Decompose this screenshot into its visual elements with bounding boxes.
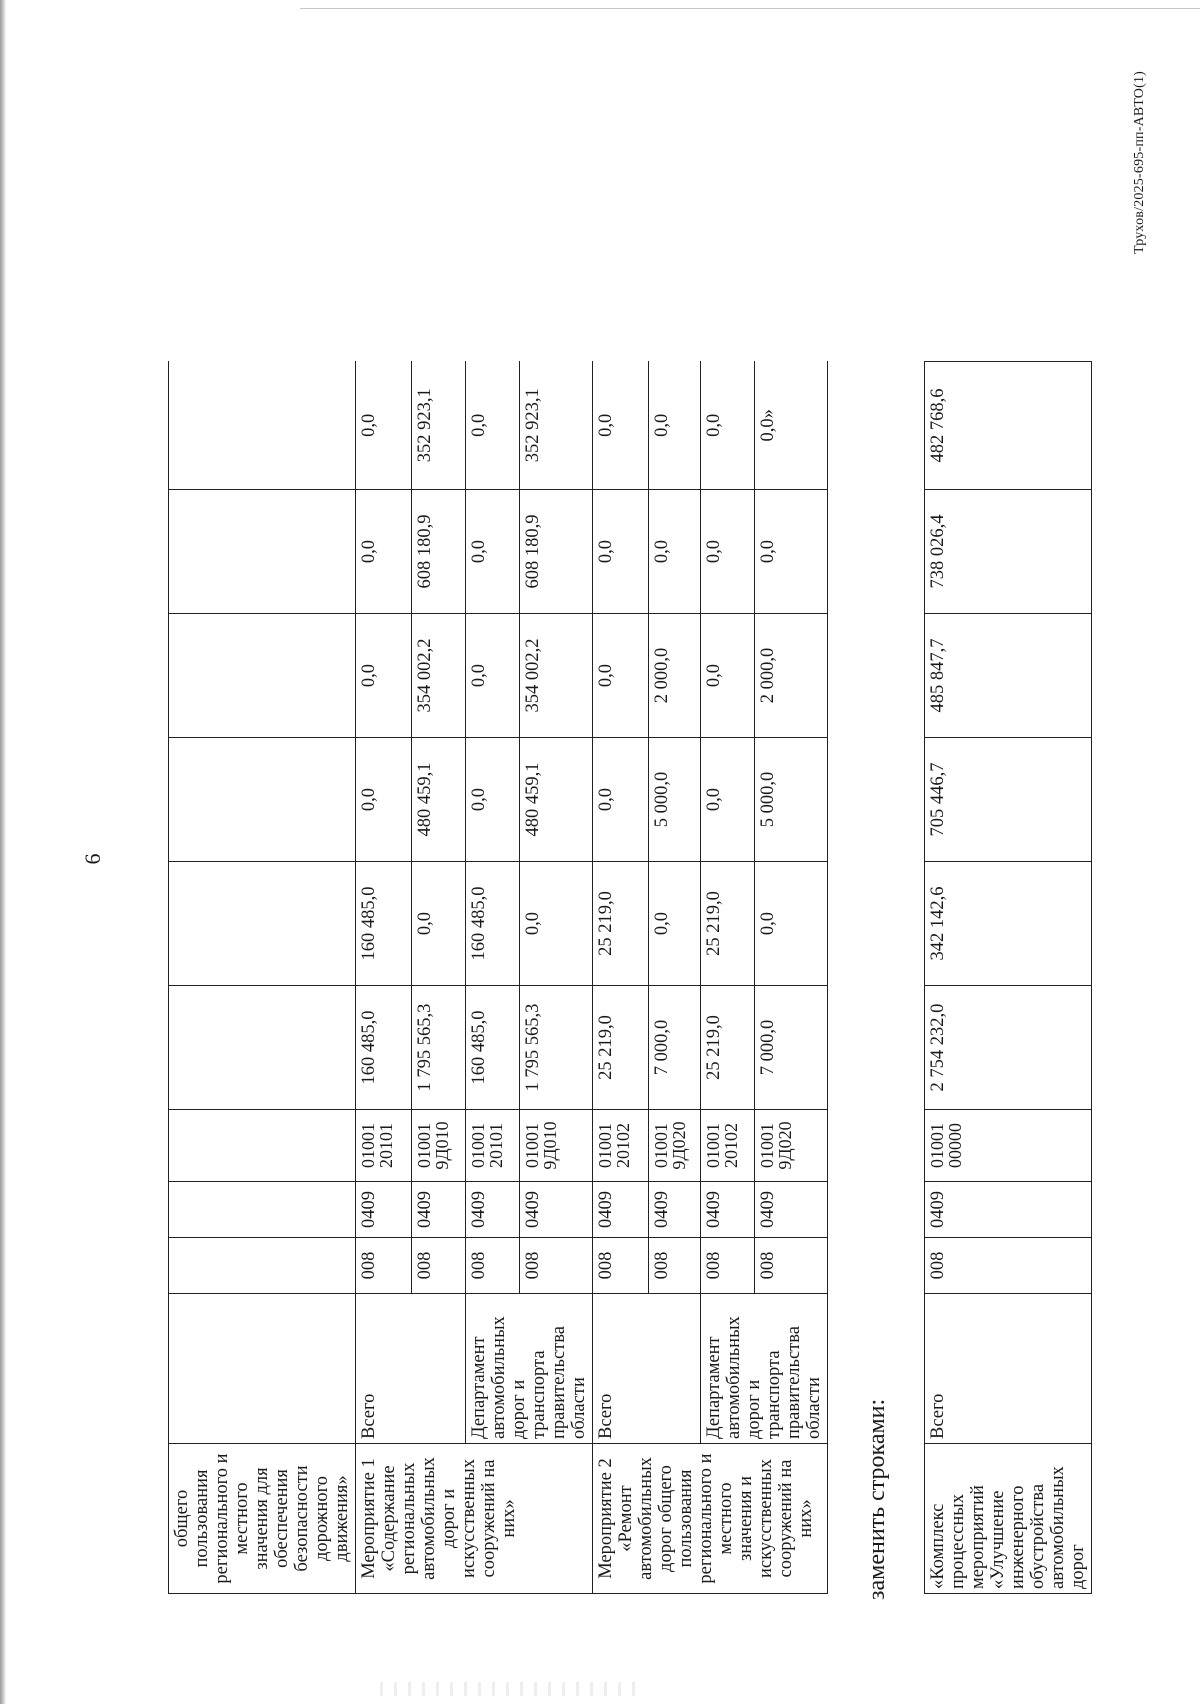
year5-cell: 0,0 — [356, 362, 412, 490]
year3-cell: 0,0 — [466, 614, 520, 738]
rz-cell: 0409 — [520, 1182, 593, 1238]
year5-cell: 352 923,1 — [520, 362, 593, 490]
executor-cell: Всего — [356, 1294, 466, 1444]
block-name-cell: общего пользования регионального и местного значения для обеспечения безопасности дорожного движения» — [169, 1444, 356, 1594]
grbs-cell: 008 — [593, 1238, 649, 1294]
year2-cell: 5 000,0 — [755, 738, 828, 862]
year2-cell: 480 459,1 — [520, 738, 593, 862]
replace-caption: заменить строками: — [864, 1398, 890, 1600]
year5-cell: 0,0 — [593, 362, 649, 490]
block-name-cell: «Комплекс процессных мероприятий «Улучшение инженерного обустройства автомобильных дорог — [925, 1444, 1092, 1594]
year1-cell: 0,0 — [520, 862, 593, 986]
csr-cell: 01001 20102 — [701, 1110, 755, 1182]
budget-table-current — [168, 362, 828, 1595]
grbs-cell: 008 — [412, 1238, 466, 1294]
table-row — [169, 362, 356, 1594]
rz-cell: 0409 — [466, 1182, 520, 1238]
rz-cell: 0409 — [755, 1182, 828, 1238]
executor-cell: Всего — [593, 1294, 701, 1444]
budget-table-replacement — [924, 361, 1092, 1594]
year4-cell: 738 026,4 — [925, 490, 1092, 614]
measure-name-cell: Мероприятие 1 «Содержание региональных автомобильных дорог и искусственных сооружений на них» — [356, 1444, 593, 1594]
year4-cell: 0,0 — [701, 490, 755, 614]
rz-cell: 0409 — [701, 1182, 755, 1238]
document-code: Трухов/2025-695-пп-АВТО(1) — [1132, 70, 1147, 254]
executor-cell: Всего — [925, 1294, 1092, 1444]
year3-cell: 0,0 — [701, 614, 755, 738]
csr-cell: 01001 9Д020 — [755, 1110, 828, 1182]
year4-cell: 0,0 — [649, 490, 701, 614]
measure-name-cell: Мероприятие 2 «Ремонт автомобильных дорог общего пользования регионального и местного значения и искусственных сооружений на них» — [593, 1444, 828, 1594]
table-row — [701, 362, 755, 1594]
year1-cell: 0,0 — [755, 862, 828, 986]
grbs-cell: 008 — [356, 1238, 412, 1294]
year4-cell: 0,0 — [356, 490, 412, 614]
year3-cell: 0,0 — [593, 614, 649, 738]
year2-cell: 5 000,0 — [649, 738, 701, 862]
grbs-cell: 008 — [755, 1238, 828, 1294]
total-cell: 160 485,0 — [356, 986, 412, 1110]
grbs-cell: 008 — [520, 1238, 593, 1294]
csr-cell: 01001 9Д020 — [649, 1110, 701, 1182]
year4-cell: 0,0 — [755, 490, 828, 614]
year4-cell: 0,0 — [466, 490, 520, 614]
year3-cell: 354 002,2 — [412, 614, 466, 738]
rz-cell: 0409 — [649, 1182, 701, 1238]
csr-cell: 01001 20101 — [356, 1110, 412, 1182]
year3-cell: 354 002,2 — [520, 614, 593, 738]
table-row — [466, 362, 520, 1594]
year5-cell: 0,0» — [755, 362, 828, 490]
grbs-cell: 008 — [701, 1238, 755, 1294]
year1-cell: 25 219,0 — [593, 862, 649, 986]
grbs-cell: 008 — [466, 1238, 520, 1294]
total-cell: 7 000,0 — [755, 986, 828, 1110]
year5-cell: 0,0 — [649, 362, 701, 490]
csr-cell: 01001 20101 — [466, 1110, 520, 1182]
rz-cell: 0409 — [593, 1182, 649, 1238]
page-number: 6 — [80, 853, 105, 865]
year3-cell: 2 000,0 — [649, 614, 701, 738]
csr-cell: 01001 9Д010 — [412, 1110, 466, 1182]
year4-cell: 0,0 — [593, 490, 649, 614]
year2-cell: 0,0 — [593, 738, 649, 862]
table-row — [356, 362, 412, 1594]
total-cell: 1 795 565,3 — [412, 986, 466, 1110]
year2-cell: 0,0 — [701, 738, 755, 862]
rz-cell: 0409 — [925, 1182, 1092, 1238]
year3-cell: 0,0 — [356, 614, 412, 738]
table-row — [593, 362, 649, 1594]
year1-cell: 160 485,0 — [356, 862, 412, 986]
grbs-cell: 008 — [925, 1238, 1092, 1294]
year2-cell: 0,0 — [356, 738, 412, 862]
year1-cell: 0,0 — [412, 862, 466, 986]
csr-cell: 01001 00000 — [925, 1110, 1092, 1182]
table-row — [925, 362, 1092, 1594]
year3-cell: 2 000,0 — [755, 614, 828, 738]
total-cell: 7 000,0 — [649, 986, 701, 1110]
year1-cell: 160 485,0 — [466, 862, 520, 986]
year2-cell: 480 459,1 — [412, 738, 466, 862]
total-cell: 2 754 232,0 — [925, 986, 1092, 1110]
year2-cell: 0,0 — [466, 738, 520, 862]
total-cell: 25 219,0 — [593, 986, 649, 1110]
year2-cell: 705 446,7 — [925, 738, 1092, 862]
year1-cell: 342 142,6 — [925, 862, 1092, 986]
csr-cell: 01001 20102 — [593, 1110, 649, 1182]
executor-cell: Департамент автомобильных дорог и транспорта правительства области — [701, 1294, 828, 1444]
year5-cell: 352 923,1 — [412, 362, 466, 490]
total-cell: 160 485,0 — [466, 986, 520, 1110]
year1-cell: 0,0 — [649, 862, 701, 986]
csr-cell: 01001 9Д010 — [520, 1110, 593, 1182]
executor-cell: Департамент автомобильных дорог и транспорта правительства области — [466, 1294, 593, 1444]
year5-cell: 0,0 — [701, 362, 755, 490]
year5-cell: 0,0 — [466, 362, 520, 490]
rz-cell: 0409 — [356, 1182, 412, 1238]
grbs-cell: 008 — [649, 1238, 701, 1294]
year4-cell: 608 180,9 — [520, 490, 593, 614]
rz-cell: 0409 — [412, 1182, 466, 1238]
year1-cell: 25 219,0 — [701, 862, 755, 986]
total-cell: 1 795 565,3 — [520, 986, 593, 1110]
year4-cell: 608 180,9 — [412, 490, 466, 614]
year5-cell: 482 768,6 — [925, 362, 1092, 490]
year3-cell: 485 847,7 — [925, 614, 1092, 738]
total-cell: 25 219,0 — [701, 986, 755, 1110]
